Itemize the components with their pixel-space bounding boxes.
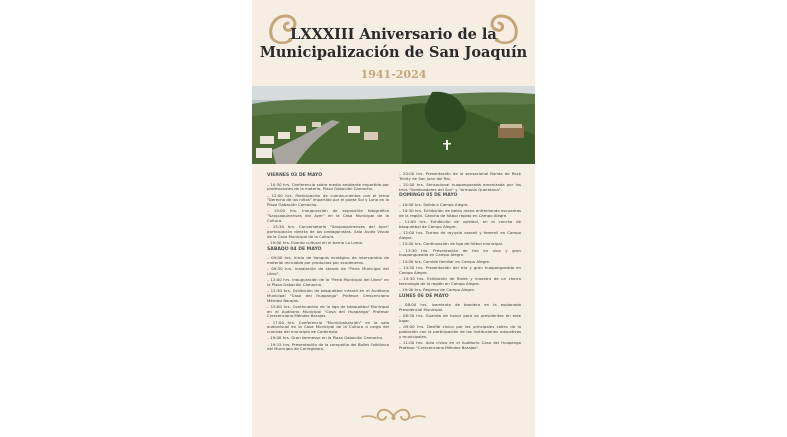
- program-item: – 19:00 hrs. Regreso de Campo Alegre.: [399, 287, 475, 292]
- program-item: – 10:30 hrs. Exhibición de balón mano enfrentando escuadras de la región. Cancha de fútbol rápido en Campo Alegre.: [399, 208, 521, 219]
- program-item: – 11:00 hrs. Exhibición de voleibol, en la cancha de básquetbol de Campo Alegre.: [399, 219, 521, 230]
- program-item: – 14:30 hrs. Presentación del trío y gran huapangueada en Campo Alegre.: [399, 265, 521, 275]
- program-item: – 15:00 hrs. Inauguración de exposición fotográfica "Sanjoaquinenses del Ayer" en la Casa Municipal de la Cultura.: [267, 208, 389, 223]
- day-heading: SABADO 04 DE MAYO: [267, 246, 322, 252]
- program-item: – 13:00 hrs. Continuación de liga de fútbol municipal.: [399, 241, 504, 247]
- years-subtitle: 1941-2024: [360, 68, 427, 81]
- program-item: – 15:30 hrs. Conversatorio "Sanjoaquinenses del Ayer" participación directa de los protagonistas. Sala Audio Visual de la Casa Municipal de la Cultura.: [267, 224, 389, 239]
- program-section: [399, 172, 521, 192]
- town-landscape-photo: [252, 86, 535, 164]
- program-item: – 14:00 hrs. Comida familiar en Campo Alegre.: [399, 258, 491, 264]
- program-item: – 10:30 hrs. Conferencia sobre medio ambiente impartida por profesionales de la materia. Plaza Gabación Camacho.: [267, 181, 389, 192]
- program-item: – 12:00 hrs. Inauguración de la "Feria Municipal del Libro" en la Plaza Gabación Camacho.: [267, 277, 389, 287]
- day-heading: VIERNES 03 DE MAYO: [267, 173, 323, 178]
- program-column-right: [399, 172, 521, 410]
- program-columns: [267, 172, 521, 410]
- program-section: [267, 248, 389, 353]
- program-item: – 15:00 hrs. Continuación de la liga de básquetbol Municipal en el Auditorio Municipal "Casa del Huapango" Profesor Crescenciano Méndez Barajas.: [267, 303, 389, 319]
- program-section: [267, 174, 389, 246]
- flourish-ornament-icon: [360, 404, 427, 426]
- poster: [252, 0, 535, 437]
- program-item: – 12:00 hrs. Torneo de rayuela varonil y femenil en Campo Alegre.: [399, 230, 521, 241]
- program-item: – 20:00 hrs. Presentación de la sensacional Banda de Rock Trinity de San Juan del Río.: [399, 171, 521, 181]
- program-item: – 19:00 hrs. Evento cultural en el barrio La Loma.: [267, 239, 364, 245]
- program-item: – 08:30 hrs. Guardia de honor para ex presidentes en este lugar.: [399, 313, 521, 324]
- program-item: – 08:00 hrs. Izamiento de bandera en la explanada Presidencial Municipal.: [399, 302, 521, 313]
- day-heading: DOMINGO 05 DE MAYO: [399, 193, 458, 199]
- poster-title: [252, 26, 535, 62]
- program-item: – 12:30 hrs. Exhibición de básquetbol infantil en el Auditorio Municipal "Casa del Huapango" Profesor Crescenciano Méndez Barajas.: [267, 288, 389, 303]
- program-item: – 09:00 hrs. Desfile cívico por las principales calles de la población con la participación de las instituciones educativas y municipales.: [399, 324, 521, 339]
- program-item: – 12:00 hrs. Participación de cuenta-cuentos con el tema "Derecho de los niños" impartido por el poeta Sol y Luna en la Plaza Gabación Camacho.: [267, 192, 389, 208]
- program-item: – 19:00 hrs. Gran kermesse en la Plaza Gabación Camacho.: [267, 335, 384, 341]
- program-column-left: [267, 172, 389, 410]
- program-section: [399, 194, 521, 292]
- program-item: – 09:00 hrs. Inicio de tianguis ecológico de intercambio de material reciclable por productos por ecodeneros.: [267, 255, 389, 265]
- program-item: – 15:30 hrs. Exhibición de flores y muestra de un chorro tecnología de la región en Campo Alegre.: [399, 276, 521, 286]
- program-item: – 17:00 hrs. Conferencia "Municipalización" en la sala audiovisual en la Casa Municipal de la Cultura a cargo del cronista del municipio de Cadereyta.: [267, 319, 389, 335]
- program-item: – 11:00 hrs. Acto cívico en el Auditorio Casa del Huapango Profesor "Crescenciano Méndez Barajas".: [399, 340, 521, 350]
- title-line-1: LXXXIII Aniversario de la: [290, 26, 497, 43]
- program-section: [399, 295, 521, 351]
- day-heading: LUNES 06 DE MAYO: [399, 293, 449, 299]
- program-item: – 10:00 hrs. Salida a Campo Alegre.: [399, 202, 469, 208]
- program-item: – 21:00 hrs. Sensacional huapangueada amenizada por los tríos "Sembradores del Son" y "Armonía Queretana".: [399, 182, 521, 192]
- title-line-2: Municipalización de San Joaquín: [259, 44, 528, 61]
- program-item: – 19:15 hrs. Presentación de la compañía del Ballet Folklórico del Municipio de Corregidora.: [267, 341, 389, 352]
- program-item: – 09:30 hrs. Instalación de stands de "Feria Municipal del Libro".: [267, 266, 389, 276]
- program-item: – 13:30 hrs. Presentación de trío en vivo y gran huapangueada en Campo Alegre.: [399, 247, 521, 258]
